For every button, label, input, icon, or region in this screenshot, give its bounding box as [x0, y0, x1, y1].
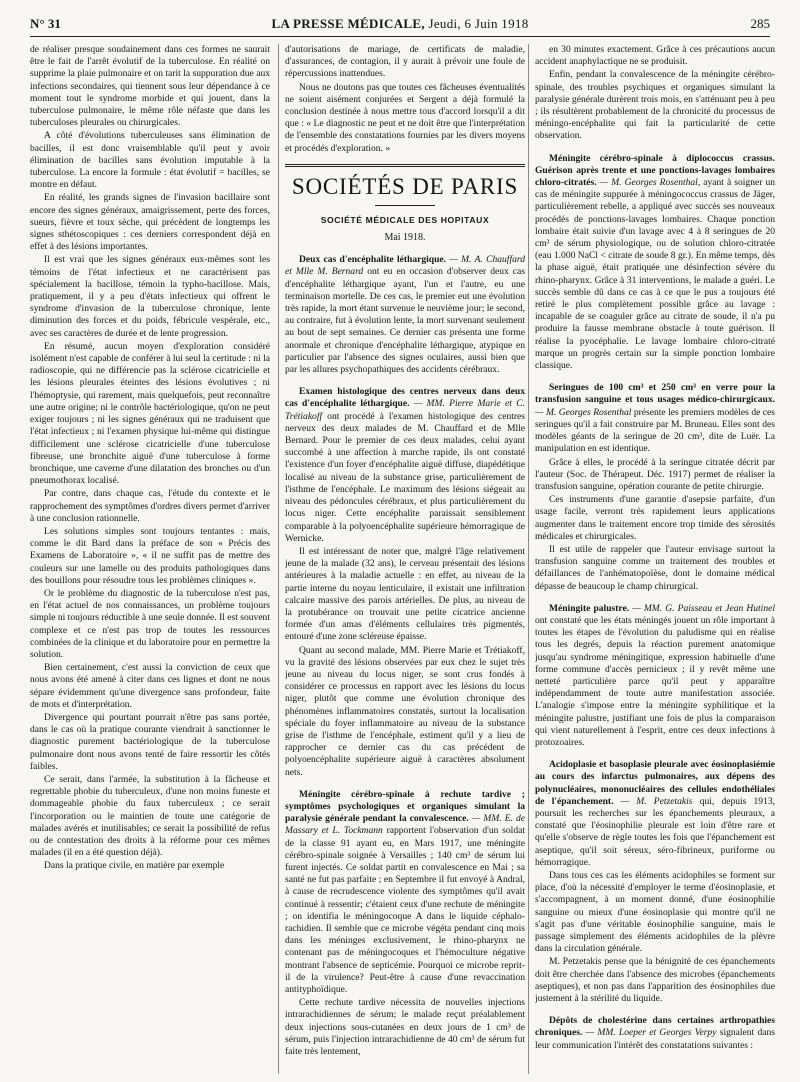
article-authors: — M. Georges Rosenthal — [535, 406, 632, 418]
paragraph — [535, 457, 775, 494]
paragraph — [535, 494, 775, 543]
article-heading: Seringues de 100 cm³ et 250 cm³ en verre pour la transfusion sanguine et tous usages médico-chirurgicaux. — [535, 382, 775, 406]
paragraph — [535, 69, 775, 142]
article-heading: Méningite cérébro-spinale à diplococcus crassus. Guérison après trente et une ponctions-lavages lombaires chloro-citratés. — [535, 152, 775, 189]
article-body: ont procédé à l'examen histologique des centres nerveux des deux malades de M. Chauffard et de Mlle Bernard. Pour le premier de ces deux malades, celui ayant succombé à une affection à marche rapide, ils ont constaté l'existence d'un foyer d'encéphalite aiguë diffuse, diapédétique localisé au niveau de la substance grise, particulièrement de l'isthme de l'encéphale. Le maximum des lésions siégeait au niveau des pédoncules cérébraux, et plus particulièrement du locus niger. Cette encéphalite paraissait sensiblement comparable à la polyoencéphalite supérieure hémorragique de Wernicke. — [285, 410, 525, 544]
article-authors: — M. Georges Rosenthal, — [596, 177, 701, 189]
article-authors: — MM. Pierre Marie et C. Trétiakoff — [285, 398, 525, 422]
article-body: signalent dans leur communication l'intérêt des constatations suivantes : — [535, 1027, 775, 1051]
article-body: en 30 minutes exactement. Grâce à ces précautions aucun accident anaphylactique ne se produisit. — [535, 44, 775, 68]
article-paragraph — [285, 386, 525, 545]
paragraph — [535, 44, 775, 68]
paragraph: d'autorisations de mariage, de certificats de maladie, d'assurances, de contagion, il y aurait à prévoir une foule de répercussions inattendues. — [285, 44, 525, 80]
society-title: SOCIÉTÉ MÉDICALE DES HOPITAUX — [320, 214, 490, 225]
article-paragraph — [535, 153, 775, 373]
paragraph: En résumé, aucun moyen d'exploration considéré isolément n'est capable de conférer à lui seul la certitude : ni la radioscopie, qui ne différencie pas la sclérose cicatricielle et les lésions pleurales éteintes des lésions évolutives ; ni l'hémoptysie, qui rarement, mais quelquefois, peut reconnaître une autre origine; ni le contrôle bactériologique, qu'on ne peut exiger toujours ; ni les signes généraux qui ne traduisent que l'état infectieux ; ni l'examen physique lui-même qui distingue difficilement une sclérose cicatricielle d'une tuberculose fibreuse, une bronchite aiguë d'une tuberculose à forme bronchique, une caverne d'une dilatation des bronches ou d'un pneumothorax localisé. — [30, 340, 270, 487]
page-header — [30, 14, 770, 37]
article-paragraph — [285, 789, 525, 996]
article-body: M. Petzetakis pense que la bénignité de ces épanchements doit être cherchée dans l'absence des microbes (épanchements aseptiques), et non pas dans l'apparition des éosinophiles due justement à la stérilité du liquide. — [535, 956, 775, 1005]
paragraph — [285, 645, 525, 779]
article-authors: — MM. G. Paisseau et Jean Hutinel — [629, 602, 775, 614]
article-body: ayant à soigner un cas de méningite suppurée à méningococcus crassus de Jäger, particulièrement rebelle, a appliqué avec succès ses nouveaux procédés de ponctions-lavages lombaires. Chaque ponction lombaire était suivie d'un lavage avec 4 à 8 seringues de 20 cm³ de sérum physiologique, ou de solution chloro-citratée (eau 1.000 NaCl < citrate de soude 8 gr.). En même temps, dès la phase aiguë, était pratiquée une désinfection sévère du rhino-pharynx. Grâce à 31 interventions, le malade a guéri. Le succès semble dû dans ce cas à ce que le pus a toujours été retiré le plus complètement possible grâce au lavage : incapable de se coaguler grâce au citrate de soude, il n'a pu produire la fausse membrane obstacle à toute guérison. Il réalise la pyocéphalie. Le lavage lombaire chloro-citraté marque un progrès certain sur la simple ponction lombaire classique. — [535, 177, 775, 372]
column-2 — [285, 44, 525, 1074]
paragraph — [535, 870, 775, 955]
article-heading: Acidoplasie et basoplasie pleurale avec éosinoplasiémie au cours des infarctus pulmonaires, aux dépens des polynucléaires, mononucléaires des cellules endothéliales de l'épanchement. — [535, 759, 775, 807]
paragraph: Par contre, dans chaque cas, l'étude du contexte et le rapprochement des symptômes d'ordres divers permet d'arriver à une conclusion rationnelle. — [30, 488, 270, 524]
paragraph: Dans la pratique civile, en matière par exemple — [44, 860, 225, 872]
paragraph: Bien certainement, c'est aussi la conviction de ceux que nous avons été amené à citer dans ces lignes et dont ne nous sépare évidemment qu'une divergence sans profondeur, faite de mots et d'interprétation. — [30, 662, 270, 710]
paragraph — [535, 956, 775, 1005]
article-body: Dans tous ces cas les éléments acidophiles se forment sur place, d'où la nécessité d'employer le terme d'éosinoplasie, et s'accompagnent, à un moment donné, d'une éosinophilie sanguine ou mieux d'une éosinoplasie qui montre qu'il ne s'agit pas d'une véritable éosinophilie sanguine, mais le passage simplement des éléments acidophiles de la plèvre dans la circulation générale. — [535, 870, 775, 955]
article-authors: — M. Petzetakis — [613, 795, 693, 807]
article-body: ont constaté que les états méningés jouent un rôle important à toutes les étapes de l'évolution du paludisme qui en réalise tous les degrés, depuis la réaction purement anatomique jusqu'au syndrome méningitique, expression habituelle d'une forme commune d'accès pernicieux ; il y revêt même une netteté particulière parce qu'il peut y apparaître indépendamment de toute autre manifestation associée. L'analogie s'impose entre la méningite syphilitique et la méningite palustre, justifiant une fois de plus la comparaison qui vient naturellement à l'esprit, entre ces deux infections à protozoaires. — [535, 614, 775, 748]
article-heading: Deux cas d'encéphalite léthargique. — [299, 254, 447, 266]
paragraph: Ce serait, dans l'armée, la substitution à la fâcheuse et regrettable phobie du tuberculeux, d'une non moins funeste et dommageable phobie du faux tuberculeux ; ce serait l'incorporation ou le maintien de toute une catégorie de malades avérés et inutilisables; ce serait la possibilité de refus ou de contestation des droits à la réforme pour ces mêmes malades (il en a été question déjà). — [30, 773, 270, 859]
column-divider — [528, 44, 529, 1074]
paragraph: Nous ne doutons pas que toutes ces fâcheuses éventualités ne soient aisément conjurées et Sergent a déjà formulé la conclusion destinée à nous mettre tous d'accord lorsqu'il a dit que : « Le diagnostic ne peut et ne doit être que l'interprétation de l'ensemble des constatations fournies par les divers moyens et procédés d'exploration. » — [285, 81, 525, 154]
article-heading: Méningite cérébro-spinale à rechute tardive ; symptômes psychologiques et organiques simulant la paralysie générale pendant la convalescence. — [285, 788, 525, 825]
articles-col2 — [285, 254, 525, 1058]
article-paragraph — [535, 382, 775, 455]
section-title: SOCIÉTÉS DE PARIS — [291, 173, 519, 199]
article-body: Enfin, pendant la convalescence de la méningite cérébro-spinale, des troubles psychiques et organiques simulant la paralysie générale durèrent trois mois, en s'atténuant peu à peu ; ils résultèrent probablement de la chronicité du processus de méningo-encéphalite qui fait la particularité de cette observation. — [535, 69, 775, 142]
article-heading: Méningite palustre. — [549, 602, 630, 614]
column-3 — [535, 44, 775, 1074]
paragraph: Les solutions simples sont toujours tentantes : mais, comme le dit Bard dans la préface de son « Précis des Examens de Laboratoire », « il ne suffit pas de mettre des couleurs sur une lamelle ou des produits pathologiques dans des bouillons pour résoudre tous les problèmes cliniques ». — [30, 525, 270, 586]
article-paragraph — [535, 1015, 775, 1052]
paragraph: A côté d'évolutions tuberculeuses sans élimination de bacilles, il est donc vraisemblable qu'il peut y avoir élimination de bacilles sans évolution imputable à la tuberculose. La encore la formule : état évolutif = bacilles, se montre en défaut. — [30, 130, 270, 191]
article-body: rapportent l'observation d'un soldat de la classe 91 ayant eu, en Mars 1917, une méningite cérébro-spinale soignée à Versailles ; 140 cm³ de sérum lui furent injectés. Ce soldat partit en convalescence en Mai ; sa santé ne fut pas parfaite ; en Septembre il fut envoyé à Andral, à cause de recrudescence violente des symptômes qu'il avait continué à ressentir; c'étaient ceux d'une rechute de méningite ; on identifia le méningocoque A dans le liquide céphalo-rachidien. Il semble que ce microbe végéta pendant cinq mois dans les méninges exclusivement, le rhino-pharynx ne contenant pas de méningocoques et l'hémoculture négative montrant l'absence de septicémie. Pourquoi ce microbe reprit-il de la virulence? Peut-être à cause d'une revaccination antityphoïdique. — [285, 825, 525, 996]
paragraph: Il est vrai que les signes généraux eux-mêmes sont les témoins de l'état infectieux et ne caractérisent pas spécialement la bacillose, témoin la typho-bacillose. Mais, pratiquement, il y a peu d'états infectieux qui offrent le syndrome d'invasion de la tuberculose chronique, lente diminution des forces et du poids, fébricule vespérale, etc., avec ses caractères de durée et de lente progression. — [30, 254, 270, 339]
paragraph — [285, 546, 525, 644]
article-body: présente les premiers modèles de ces seringues qu'il a fait construire par M. Bruneau. Elles sont des modèles géants de la seringue de 20 cm³, dite de Luër. La manipulation en est identique. — [535, 406, 775, 455]
article-heading: Dépôts de cholestérine dans certaines arthropathies chroniques. — [535, 1015, 775, 1039]
page-number: 285 — [750, 16, 770, 31]
articles-col3 — [535, 44, 775, 1052]
issue-number: N° 31 — [30, 16, 61, 31]
article-heading: Examen histologique des centres nerveux dans deux cas d'encéphalite léthargique. — [285, 386, 525, 410]
column-1 — [30, 44, 270, 1074]
column-divider — [278, 44, 279, 1074]
section-rule — [285, 164, 525, 167]
article-paragraph — [285, 254, 525, 376]
article-authors: — MM. E. de Massary et L. Tockmann — [285, 813, 525, 837]
article-body: ont eu en occasion d'observer deux cas d'encéphalite léthargique ayant, l'un et l'autre, eu une terminaison mortelle. De ces cas, le premier eut une évolution très rapide, la mort étant survenue le neuvième jour; le second, au contraire, fut à évolution lente, la mort survenant seulement au bout de sept semaines. Ce dernier cas présenta une forme anormale et chronique d'encéphalite léthargique, atypique en particulier par l'absence des signes oculaires, aussi bien que par les allures psychopathiques des accidents cérébraux. — [285, 266, 525, 376]
article-body: Quant au second malade, MM. Pierre Marie et Trétiakoff, vu la gravité des lésions observées par eux chez le sujet très jeune au niveau du locus niger, se sont crus fondés à considérer ce processus en rapport avec les lésions du locus niger, plutôt que comme une évolution chronique des phénomènes inflammatoires constatés, surtout la localisation spéciale du foyer inflammatoire au niveau de la substance grise de l'isthme de l'encéphale, estiment qu'il y a lieu de rapprocher ce dernier cas du cas précédent de polyoencéphalite supérieure aiguë à caractères absolument nets. — [285, 644, 525, 778]
paragraph — [535, 544, 775, 593]
paragraph — [285, 997, 525, 1058]
masthead — [30, 16, 770, 32]
journal-title: LA PRESSE MÉDICALE, — [271, 16, 425, 31]
article-body: Grâce à elles, le procédé à la seringue citratée décrit par l'auteur (Soc. de Thérapeut. Déc. 1917) permet de réaliser la transfusion sanguine, opération courante de petite chirurgie. — [535, 456, 775, 492]
article-body: Cette rechute tardive nécessita de nouvelles injections intrarachidiennes de sérum; le malade reçut préalablement deux injections sous-cutanées en deux jours de 1 cm³ de sérum, puis l'injection intrarachidienne de 40 cm³ de sérum fut faite très lentement, — [285, 997, 525, 1058]
paragraph: En réalité, les grands signes de l'invasion bacillaire sont encore des signes généraux, amaigrissement, perte des forces, sueurs, fièvre et toux sèche, qui précèdent de longtemps les signes sthétoscopiques : ces derniers correspondent déjà en effet à des lésions importantes. — [30, 192, 270, 253]
article-body: Ces instruments d'une garantie d'asepsie parfaite, d'un usage facile, verront très rapidement leurs applications augmenter dans le traitement encore trop timide des sérosités médicales et chirurgicales. — [535, 494, 775, 542]
article-paragraph — [535, 603, 775, 749]
article-paragraph — [535, 759, 775, 869]
article-body: Il est intéressant de noter que, malgré l'âge relativement jeune de la malade (32 ans), le cerveau présentait des lésions antérieures à la maladie actuelle : en effet, au niveau de la partie interne du noyau lenticulaire, il existait une infiltration calcaire massive des parois artérielles. De plus, au niveau de la protubérance on trouvait une petite cicatrice ancienne formée d'un amas d'éléments cellulaires très pigmentés, entouré d'une zone scléreuse épaisse. — [285, 545, 525, 643]
article-authors: — M. A. Chauffard et Mlle M. Bernard — [285, 254, 525, 278]
session-date: Mai 1918. — [384, 232, 426, 244]
section-underline — [375, 205, 435, 206]
issue-date: Jeudi, 6 Juin 1918 — [424, 16, 529, 31]
article-body: qui, depuis 1913, poursuit les recherches sur les épanchements pleuraux, a constaté que l'éosinophilie pleurale est loin d'être rare et qu'elle s'observe de règle toutes les fois que l'épanchement est aseptique, qu'il soit séreux, séro-fibrineux, puriforme ou hémorragique. — [535, 795, 775, 868]
paragraph: de réaliser presque soudainement dans ces formes ne saurait être le fait de l'arrêt évolutif de la tuberculose. En réalité on supprime la plaie pulmonaire et on tarit la suppuration due aux infections secondaires, qui tiennent sous leur dépendance à ce moment tout le syndrome morbide et qui jouent, dans la tuberculose pulmonaire, le même rôle néfaste que dans les tuberculoses pleurales ou chirurgicales. — [30, 44, 270, 129]
article-authors: — MM. Loeper et Georges Verpy — [582, 1027, 717, 1039]
article-body: Il est utile de rappeler que l'auteur envisage surtout la transfusion sanguine comme un traitement des troubles et défaillances de l'anhématopoïèse, dont le domaine médical dépasse de beaucoup le champ chirurgical. — [535, 543, 775, 592]
paragraph: Or le problème du diagnostic de la tuberculose n'est pas, en l'état actuel de nos connaissances, un problème toujours simple ni toujours réductible à une seule donnée. Il est souvent complexe et ce n'est pas trop de toutes les ressources combinées de la clinique et du laboratoire pour en permettre la solution. — [30, 587, 270, 660]
paragraph: Divergence qui pourtant pourrait n'être pas sans portée, dans le cas où la pratique courante viendrait à sanctionner le diagnostic purement bactériologique de la tuberculose pulmonaire dont nous avons tenté de faire ressortir les côtés faibles. — [30, 711, 270, 772]
